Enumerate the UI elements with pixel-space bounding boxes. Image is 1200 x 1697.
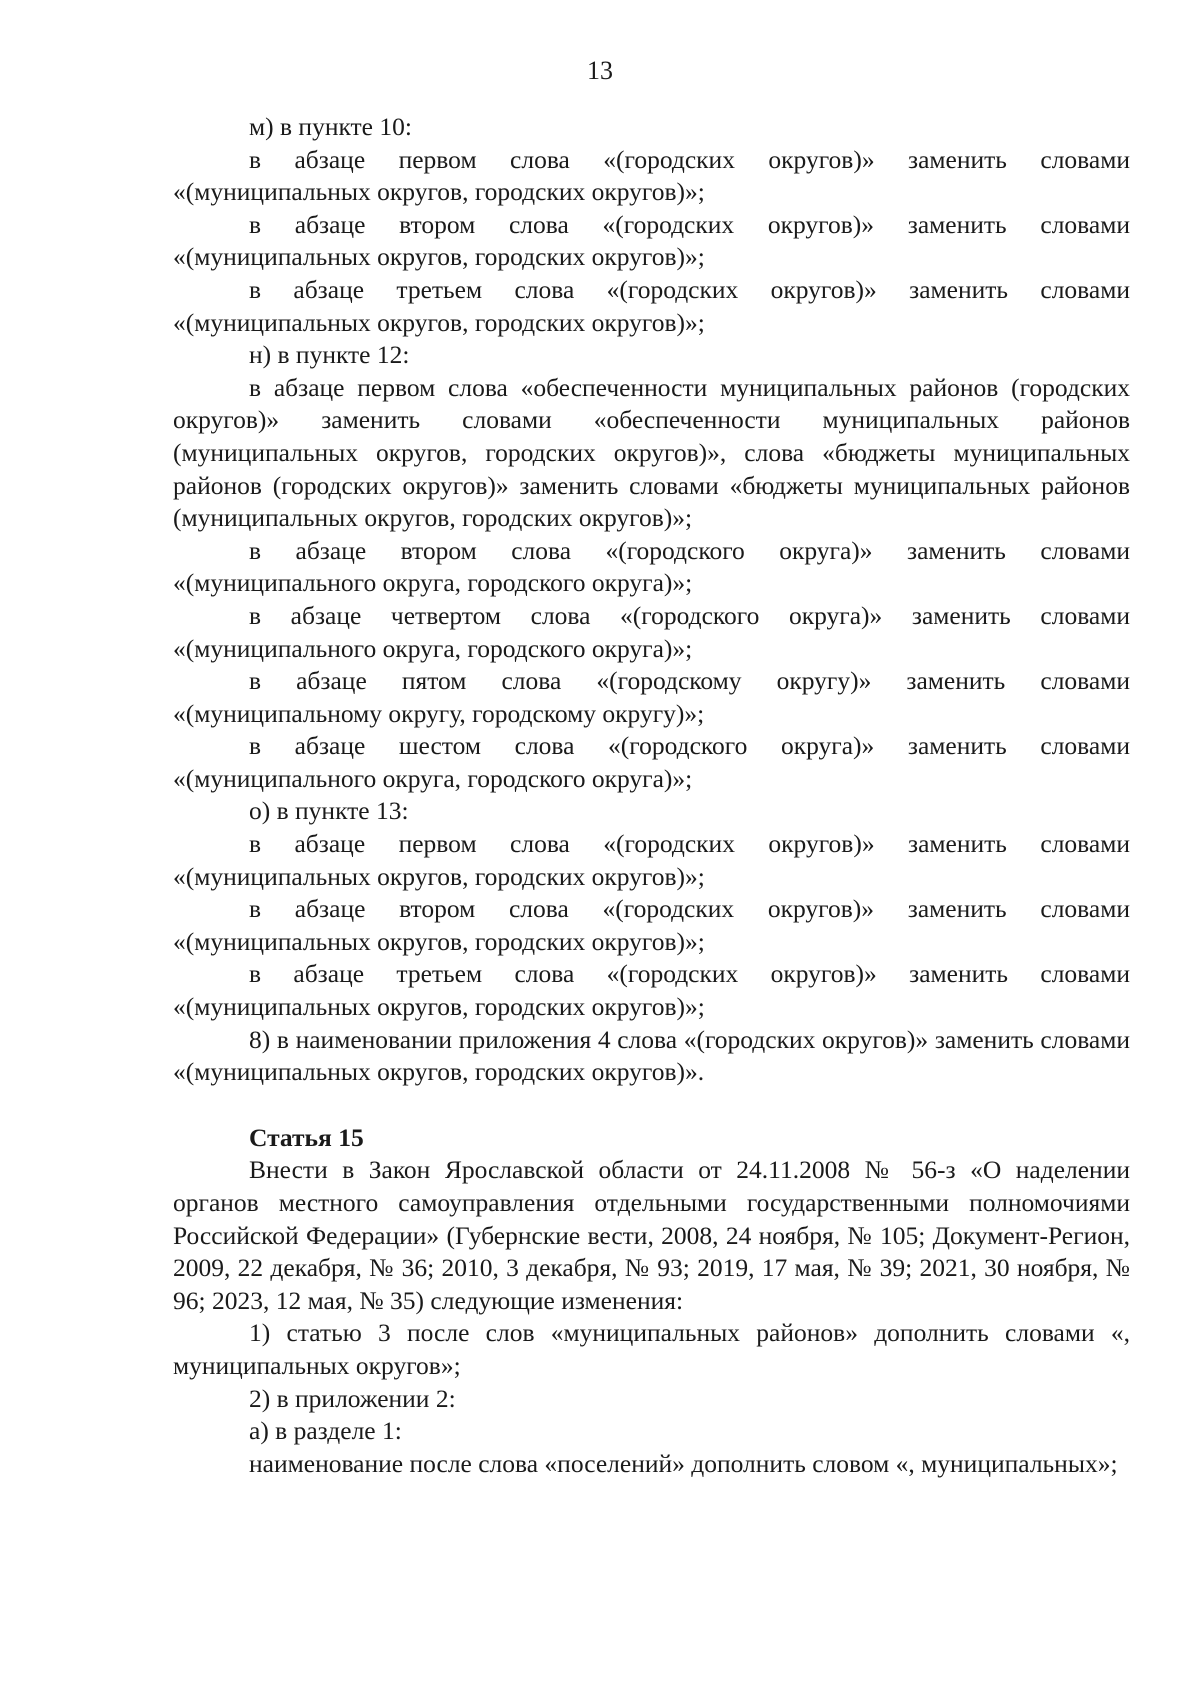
paragraph: в абзаце втором слова «(городского округа)» заменить словами «(муниципального округа, городского округа)»; <box>173 535 1130 598</box>
paragraph: в абзаце первом слова «(городских округов)» заменить словами «(муниципальных округов, городских округов)»; <box>173 829 1130 891</box>
paragraph: о) в пункте 13: <box>249 796 409 826</box>
paragraph: Внести в Закон Ярославской области от 24.11.2008 № 56-з «О наделении органов местного самоуправления отдельными государственными полномочиями Российской Федерации» (Губернские вести, 2008, 24 ноября, № 105; Документ-Регион, 2009, 22 декабря, № 36; 2010, 3 декабря, № 93; 2019, 17 мая, № 39; 2021, 30 ноября, № 96; 2023, 12 мая, № 35) следующие изменения: <box>173 1155 1130 1315</box>
paragraph: в абзаце третьем слова «(городских округов)» заменить словами «(муниципальных округов, городских округов)»; <box>173 274 1130 337</box>
document-body <box>173 111 1130 1480</box>
paragraph: наименование после слова «поселений» дополнить словом «, муниципальных»; <box>249 1448 1118 1478</box>
paragraph: в абзаце первом слова «обеспеченности муниципальных районов (городских округов)» заменить словами «обеспеченности муниципальных районов (муниципальных округов, городских округов)», слова «бюджеты муниципальных районов (городских округов)» заменить словами «бюджеты муниципальных районов (муниципальных округов, городских округов)»; <box>173 372 1130 533</box>
paragraph: м) в пункте 10: <box>249 112 412 141</box>
paragraph: 2) в приложении 2: <box>249 1383 456 1413</box>
paragraph: в абзаце четвертом слова «(городского округа)» заменить словами «(муниципального округа, городского округа)»; <box>173 600 1130 663</box>
paragraph: 1) статью 3 после слов «муниципальных районов» дополнить словами «, муниципальных округов»; <box>173 1318 1130 1380</box>
paragraph: н) в пункте 12: <box>249 340 410 370</box>
paragraph: 8) в наименовании приложения 4 слова «(городских округов)» заменить словами «(муниципальных округов, городских округов)». <box>173 1024 1130 1087</box>
paragraph: в абзаце первом слова «(городских округов)» заменить словами «(муниципальных округов, городских округов)»; <box>173 144 1130 207</box>
paragraph: а) в разделе 1: <box>249 1416 402 1446</box>
paragraph: в абзаце третьем слова «(городских округов)» заменить словами «(муниципальных округов, городских округов)»; <box>173 959 1130 1022</box>
article-heading: Статья 15 <box>249 1122 364 1152</box>
paragraph: в абзаце шестом слова «(городского округа)» заменить словами «(муниципального округа, городского округа)»; <box>173 731 1130 793</box>
paragraph: в абзаце пятом слова «(городскому округу)» заменить словами «(муниципальному округу, городскому округу)»; <box>173 666 1130 728</box>
paragraph: в абзаце втором слова «(городских округов)» заменить словами «(муниципальных округов, городских округов)»; <box>173 209 1130 272</box>
page-number: 13 <box>587 56 613 85</box>
paragraph: в абзаце втором слова «(городских округов)» заменить словами «(муниципальных округов, городских округов)»; <box>173 894 1130 956</box>
